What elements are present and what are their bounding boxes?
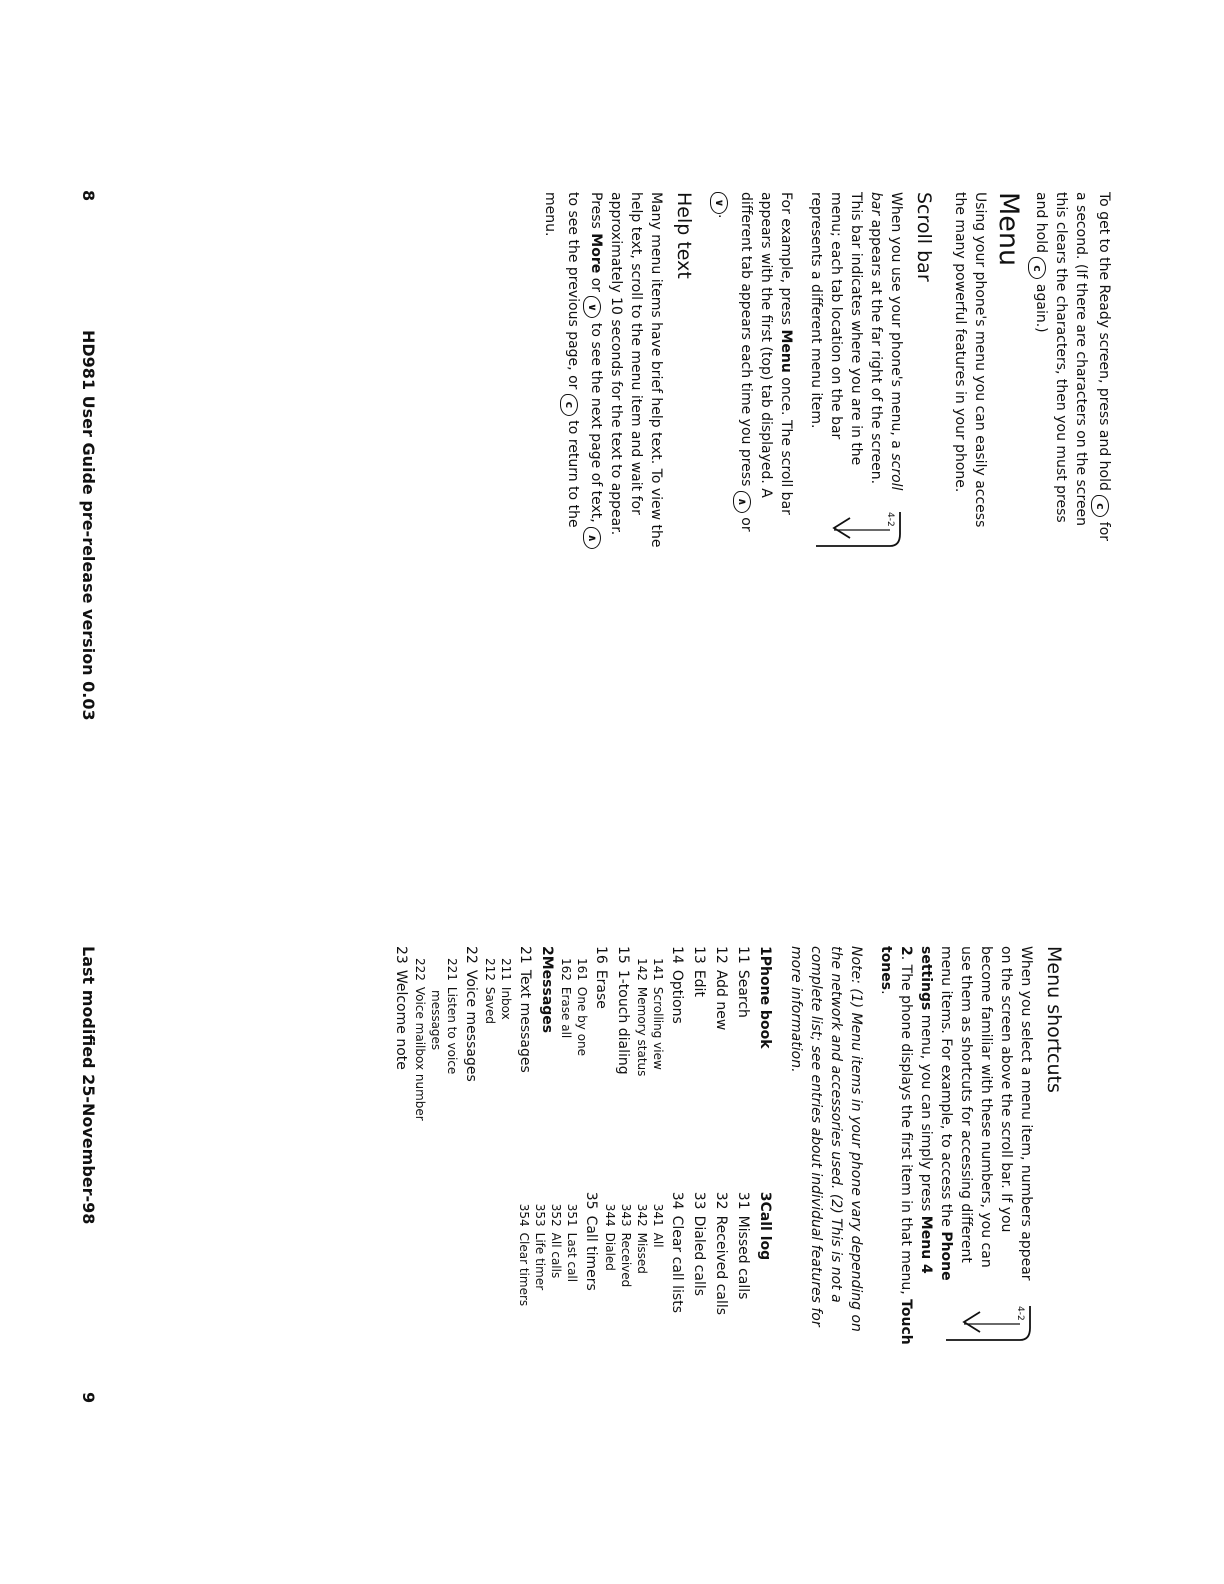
shortcut-number: 15 [615, 946, 631, 964]
shortcut-list-item [390, 946, 412, 1168]
intro-text-1: To get to the Ready screen, press and hold [1096, 192, 1112, 496]
shortcut-number: 22 [463, 946, 479, 964]
shortcut-label: Missed [635, 1232, 649, 1274]
shortcut-label: Text messages [517, 969, 533, 1073]
shortcut-label: Erase all [559, 986, 573, 1039]
shortcut-scroll-bar-icon-graphic [942, 1302, 1034, 1346]
shortcut-list-item [688, 946, 710, 1168]
shortcut-label: Search [735, 969, 751, 1018]
shortcut-list-item [754, 946, 776, 1168]
scroll-down-key-icon: ∨ [710, 192, 728, 214]
scroll-down-key-icon: ∨ [583, 296, 601, 318]
shortcut-icon-label: 4-2 [1015, 1306, 1025, 1321]
shortcut-list-item [580, 1192, 602, 1346]
shortcut-list-item [590, 946, 612, 1168]
shortcut-number: 212 [483, 958, 497, 981]
shortcut-list-item [634, 958, 650, 1168]
scroll-bar-emphasis: scroll bar [868, 192, 904, 491]
shortcut-number: 222 [413, 958, 427, 981]
shortcut-scroll-bar-icon [936, 1302, 1034, 1346]
shortcut-number: 35 [583, 1191, 599, 1210]
right-page-column [390, 946, 1064, 1346]
shortcut-label: Call log [757, 1201, 773, 1261]
shortcut-number: 12 [713, 946, 729, 964]
shortcuts-text: menu, you can simply press [918, 1010, 934, 1216]
shortcut-number: 351 [565, 1203, 579, 1227]
touch-tones-label: Touch tones [878, 946, 914, 1345]
shortcut-list-item [754, 1192, 776, 1346]
shortcut-label: Dialed [603, 1232, 617, 1271]
menu-shortcuts-heading: Menu shortcuts [1043, 946, 1065, 1093]
shortcut-number: 32 [713, 1191, 729, 1210]
shortcut-number: 161 [575, 958, 589, 981]
menu-shortcuts-paragraph [876, 946, 1036, 1346]
shortcut-number: 342 [635, 1203, 649, 1227]
shortcut-number: 16 [593, 946, 609, 964]
shortcut-list-item [650, 1204, 666, 1346]
shortcut-list-item [498, 958, 514, 1168]
help-text: or [588, 273, 604, 297]
right-footer: Last modified 25-November-98 [79, 946, 98, 1225]
shortcut-label: All calls [549, 1232, 563, 1279]
help-text-heading: Help text [673, 192, 695, 279]
scroll-bar-text: . [715, 214, 731, 219]
shortcut-label: Missed calls [735, 1215, 751, 1300]
left-footer: HD981 User Guide pre-release version 0.03 [79, 330, 98, 721]
shortcut-label: Memory status [635, 986, 649, 1077]
shortcut-list-left [390, 946, 776, 1168]
shortcut-list-item [710, 946, 732, 1168]
scroll-bar-text: For example, press [778, 192, 794, 330]
menu-key-label: Menu [778, 329, 794, 373]
shortcut-list-item [650, 958, 666, 1168]
clear-key-icon: c [560, 394, 578, 416]
shortcut-number: 344 [603, 1203, 617, 1227]
shortcut-list-item [548, 1204, 564, 1346]
scroll-up-key-icon: ∧ [733, 491, 751, 513]
shortcut-list-item [618, 1204, 634, 1346]
shortcut-label: All [651, 1232, 665, 1248]
shortcut-label: Received calls [713, 1215, 729, 1316]
help-text: to see the previous page, or [565, 192, 581, 394]
shortcut-label: Scrolling view [651, 986, 665, 1070]
scroll-bar-text: When you use your phone's menu, a [888, 192, 904, 454]
shortcut-number: 23 [393, 946, 409, 964]
shortcut-sequence: Menu 4 2 [898, 946, 934, 1274]
shortcut-number: 211 [499, 958, 513, 981]
shortcut-number: 221 [445, 958, 459, 981]
shortcut-number: 1 [757, 946, 773, 956]
shortcut-label: messages [429, 990, 443, 1051]
help-text: to return to the menu. [542, 192, 581, 528]
shortcuts-note: Note: (1) Menu items in your phone vary depending on the network and accessories used. (2) This is not a complete list; see entries about individual features for more information. [788, 946, 864, 1332]
intro-text-2: for a second. (If there are characters on the screen this clears the characters, then you must press and hold [1033, 192, 1112, 542]
shortcut-list-item [558, 958, 574, 1168]
shortcut-number: 341 [651, 1203, 665, 1227]
shortcut-number: 3 [757, 1191, 773, 1202]
help-text-paragraph [540, 192, 666, 552]
shortcut-number: 142 [635, 958, 649, 981]
shortcut-label: Inbox [499, 986, 513, 1020]
right-page-number: 9 [79, 1392, 98, 1404]
shortcut-label: Edit [691, 969, 707, 997]
shortcut-label: Erase [593, 969, 609, 1009]
shortcut-list-item [574, 958, 590, 1168]
scroll-bar-text: appears at the far right of the screen. This bar indicates where you are in the menu; each tab location on the bar represents a different menu item. [808, 192, 884, 485]
shortcut-list-right [390, 1192, 776, 1346]
shortcut-number: 33 [691, 1191, 707, 1210]
shortcut-list-item [532, 1204, 548, 1346]
shortcut-label: Life timer [533, 1232, 547, 1291]
shortcut-lists [390, 946, 776, 1346]
scroll-bar-icon [806, 508, 904, 552]
shortcut-number: 21 [517, 946, 533, 964]
shortcut-list-item [482, 958, 498, 1168]
shortcut-number: 353 [533, 1203, 547, 1227]
shortcut-list-item [634, 1204, 650, 1346]
shortcut-number: 343 [619, 1203, 633, 1227]
left-page-number: 8 [79, 190, 98, 202]
shortcut-list-item [412, 958, 428, 1168]
intro-text-3: again.) [1033, 279, 1049, 333]
shortcut-list-item [732, 1192, 754, 1346]
scroll-bar-text: or [738, 512, 754, 532]
shortcut-list-item [460, 946, 482, 1168]
shortcut-label: Add new [713, 969, 729, 1031]
shortcut-label: Clear timers [517, 1232, 531, 1307]
shortcut-number: 34 [669, 1191, 685, 1210]
shortcut-label: Phone book [757, 955, 773, 1049]
shortcut-label: Dialed calls [691, 1215, 707, 1297]
shortcut-label: Listen to voice [445, 986, 459, 1075]
shortcut-number: 13 [691, 946, 707, 964]
shortcuts-text: . The phone displays the first item in that menu, [898, 955, 914, 1300]
left-page-column [530, 192, 1114, 552]
menu-heading: Menu [993, 192, 1024, 267]
help-text: Many menu items have brief help text. To view the help text, scroll to the menu item and wait for approximately 10 seconds for the text to appear. Press [588, 192, 664, 548]
scroll-bar-heading: Scroll bar [913, 192, 935, 282]
scroll-up-key-icon: ∧ [583, 527, 601, 549]
shortcut-number: 141 [651, 958, 665, 981]
shortcut-number: 352 [549, 1203, 563, 1227]
shortcut-list-item [444, 958, 460, 1168]
scroll-bar-icon-label: 4-2 [885, 512, 895, 527]
help-text: to see the next page of text, [588, 318, 604, 528]
shortcut-label: Welcome note [393, 969, 409, 1070]
clear-key-icon: c [1091, 495, 1109, 517]
shortcut-number: 11 [735, 946, 751, 964]
shortcut-list-item [428, 990, 444, 1168]
shortcut-list-item [536, 946, 558, 1168]
shortcut-list-item [514, 946, 536, 1168]
shortcut-list-item [602, 1204, 618, 1346]
shortcut-label: Call timers [583, 1215, 599, 1291]
shortcut-number: 354 [517, 1203, 531, 1227]
shortcut-label: Saved [483, 986, 497, 1024]
intro-paragraph [1028, 192, 1114, 552]
scroll-bar-paragraph-2 [710, 192, 796, 552]
phone-settings-label: Phone settings [918, 946, 954, 1281]
shortcut-label: Messages [539, 955, 555, 1034]
shortcut-label: Voice mailbox number [413, 986, 427, 1121]
shortcut-label: Last call [565, 1232, 579, 1283]
shortcuts-text: . [878, 990, 894, 995]
shortcut-label: Clear call lists [669, 1215, 685, 1314]
menu-paragraph: Using your phone's menu you can easily access the many powerful features in your phone. [952, 192, 988, 528]
scroll-bar-paragraph-1 [806, 192, 906, 552]
shortcut-list-item [564, 1204, 580, 1346]
shortcut-list-item [710, 1192, 732, 1346]
shortcut-list-item [612, 946, 634, 1168]
more-key-label: More [588, 233, 604, 274]
shortcut-number: 31 [735, 1191, 751, 1210]
shortcut-list-item [666, 1192, 688, 1346]
shortcut-number: 14 [669, 946, 685, 964]
shortcut-number: 2 [539, 946, 555, 956]
scroll-bar-icon-graphic [812, 508, 904, 552]
shortcut-list-item [666, 946, 688, 1168]
shortcut-label: 1-touch dialing [615, 969, 631, 1075]
scroll-bar-text: once. The scroll bar appears with the first (top) tab displayed. A different tab appears each time you press [738, 192, 794, 515]
shortcut-label: One by one [575, 986, 589, 1057]
shortcut-list-item [732, 946, 754, 1168]
shortcuts-text: When you select a menu item, numbers appear on the screen above the scroll bar. If you become familiar with these numbers, you can use them as shortcuts for accessing different menu items. For example, to access the [938, 946, 1034, 1281]
shortcut-list-item [688, 1192, 710, 1346]
shortcut-label: Options [669, 969, 685, 1024]
shortcut-label: Voice messages [463, 969, 479, 1082]
shortcut-list-item [516, 1204, 532, 1346]
clear-key-icon: c [1028, 257, 1046, 279]
shortcut-label: Received [619, 1232, 633, 1288]
shortcut-number: 162 [559, 958, 573, 981]
